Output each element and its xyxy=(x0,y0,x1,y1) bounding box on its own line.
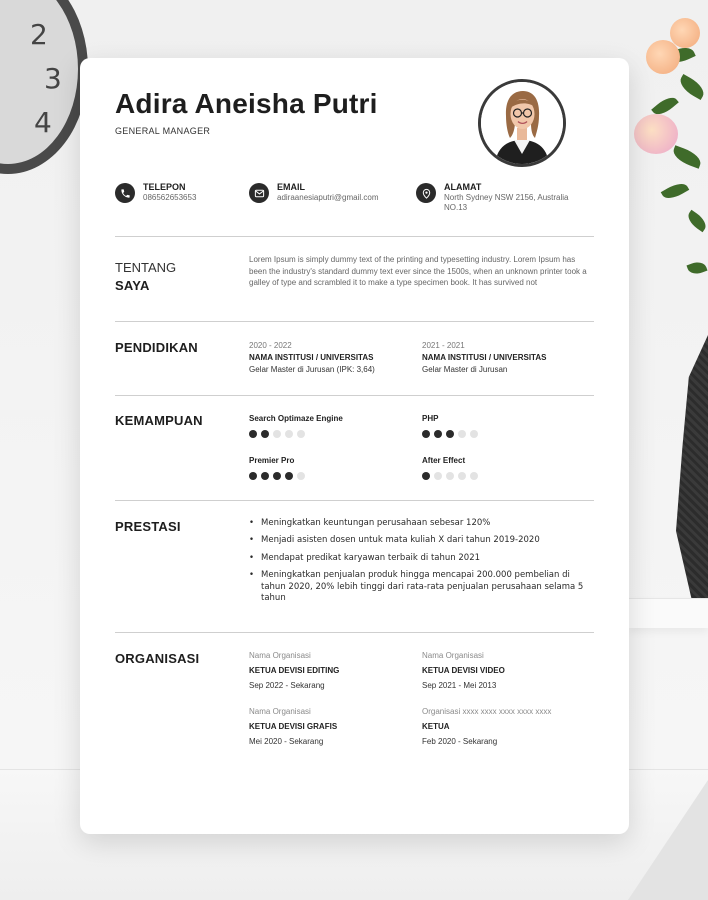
skills-title: KEMAMPUAN xyxy=(115,413,203,428)
phone-icon xyxy=(115,183,135,203)
organization-period: Sep 2022 - Sekarang xyxy=(249,681,325,690)
shelf xyxy=(628,598,708,628)
leaf xyxy=(671,145,704,168)
divider xyxy=(115,395,594,396)
clock-number: 2 xyxy=(30,18,48,51)
clock-number: 4 xyxy=(34,106,52,139)
rating-dot-empty xyxy=(273,430,281,438)
organization-item xyxy=(422,652,505,690)
achievement-text: Meningkatkan keuntungan perusahaan sebesar 120% xyxy=(261,518,491,528)
contact-label: EMAIL xyxy=(277,182,305,192)
skill-name: Premier Pro xyxy=(249,456,295,465)
skill-item xyxy=(249,414,343,438)
avatar-illustration xyxy=(481,82,563,164)
resume-name: Adira Aneisha Putri xyxy=(115,88,378,119)
organization-item xyxy=(422,708,551,746)
rating-dot-filled xyxy=(446,430,454,438)
rating-dot-empty xyxy=(458,472,466,480)
location-pin-icon xyxy=(416,183,436,203)
rating-dot-empty xyxy=(434,472,442,480)
achievements-list xyxy=(249,518,594,611)
achievement-text: Meningkatkan penjualan produk hingga mencapai 200.000 pembelian di tahun 2020, 20% lebih tinggi dari rata-rata penjualan perusahaan selama 5 tahun xyxy=(261,570,584,604)
contact-value: adiraanesiaputri@gmail.com xyxy=(277,193,379,202)
achievements-title: PRESTASI xyxy=(115,519,181,534)
leaf xyxy=(686,259,707,276)
organization-name: Nama Organisasi xyxy=(422,651,484,660)
flower xyxy=(646,40,680,74)
organizations-title: ORGANISASI xyxy=(115,651,200,666)
divider xyxy=(115,632,594,633)
skill-name: PHP xyxy=(422,414,439,423)
rating-dot-empty xyxy=(470,472,478,480)
organization-item xyxy=(249,652,339,690)
rating-dot-empty xyxy=(470,430,478,438)
contact-label: TELEPON xyxy=(143,182,186,192)
contact-email xyxy=(249,182,379,203)
skill-item xyxy=(422,456,478,480)
rating-dot-empty xyxy=(297,472,305,480)
education-years: 2020 - 2022 xyxy=(249,341,292,350)
organization-name: Organisasi xxxx xxxx xxxx xxxx xxxx xyxy=(422,707,552,716)
organization-position: KETUA DEVISI VIDEO xyxy=(422,666,505,675)
skill-name: After Effect xyxy=(422,456,466,465)
skill-item xyxy=(422,414,478,438)
leaf xyxy=(685,210,708,232)
bullet: • xyxy=(249,552,255,563)
bullet: • xyxy=(249,535,255,546)
vase xyxy=(676,335,708,615)
skill-rating xyxy=(422,472,478,480)
rating-dot-filled xyxy=(422,472,430,480)
education-item xyxy=(249,340,375,376)
rating-dot-filled xyxy=(249,472,257,480)
organization-period: Mei 2020 - Sekarang xyxy=(249,737,324,746)
flower xyxy=(634,114,678,154)
list-item xyxy=(249,553,594,564)
leaf xyxy=(676,74,707,100)
bullet: • xyxy=(249,518,255,528)
education-institution: NAMA INSTITUSI / UNIVERSITAS xyxy=(422,353,547,362)
organization-position: KETUA xyxy=(422,722,450,731)
contact-label: ALAMAT xyxy=(444,182,482,192)
contact-value: 086562653653 xyxy=(143,193,197,202)
divider xyxy=(115,321,594,322)
contact-phone xyxy=(115,182,196,203)
about-title-line1: TENTANG xyxy=(115,260,177,275)
education-title: PENDIDIKAN xyxy=(115,340,198,355)
rating-dot-empty xyxy=(458,430,466,438)
skill-item xyxy=(249,456,305,480)
organization-name: Nama Organisasi xyxy=(249,651,311,660)
education-institution: NAMA INSTITUSI / UNIVERSITAS xyxy=(249,353,374,362)
list-item xyxy=(249,518,594,529)
skill-rating xyxy=(422,430,478,438)
divider xyxy=(115,500,594,501)
organization-period: Feb 2020 - Sekarang xyxy=(422,737,498,746)
resume-role: GENERAL MANAGER xyxy=(115,126,211,136)
rating-dot-filled xyxy=(273,472,281,480)
wall-corner xyxy=(628,780,708,900)
rating-dot-empty xyxy=(446,472,454,480)
achievement-text: Mendapat predikat karyawan terbaik di tahun 2021 xyxy=(261,552,481,563)
achievement-text: Menjadi asisten dosen untuk mata kuliah X dari tahun 2019-2020 xyxy=(261,535,540,546)
contact-address xyxy=(416,182,584,214)
organization-position: KETUA DEVISI GRAFIS xyxy=(249,722,338,731)
skill-rating xyxy=(249,430,343,438)
list-item xyxy=(249,535,594,546)
leaf xyxy=(661,179,690,202)
contact-value: North Sydney NSW 2156, Australia NO.13 xyxy=(444,193,569,213)
rating-dot-empty xyxy=(297,430,305,438)
clock-number: 3 xyxy=(44,62,62,95)
education-degree: Gelar Master di Jurusan xyxy=(422,365,508,374)
rating-dot-filled xyxy=(249,430,257,438)
rating-dot-empty xyxy=(285,430,293,438)
about-title-line2: SAYA xyxy=(115,278,150,293)
education-item xyxy=(422,340,546,376)
rating-dot-filled xyxy=(261,430,269,438)
list-item xyxy=(249,570,594,604)
skill-name: Search Optimaze Engine xyxy=(249,414,343,423)
rating-dot-filled xyxy=(434,430,442,438)
rating-dot-filled xyxy=(285,472,293,480)
organization-period: Sep 2021 - Mei 2013 xyxy=(422,681,497,690)
organization-name: Nama Organisasi xyxy=(249,707,311,716)
education-years: 2021 - 2021 xyxy=(422,341,465,350)
rating-dot-filled xyxy=(261,472,269,480)
education-degree: Gelar Master di Jurusan (IPK: 3,64) xyxy=(249,365,375,374)
rating-dot-filled xyxy=(422,430,430,438)
organization-item xyxy=(249,708,337,746)
bullet: • xyxy=(249,570,255,581)
wall-clock xyxy=(0,0,88,174)
mail-icon xyxy=(249,183,269,203)
profile-photo xyxy=(478,79,566,167)
about-text: Lorem Ipsum is simply dummy text of the printing and typesetting industry. Lorem Ipsum has been the industry's standard dummy text ever since the 1500s, when an unknown printer took a galley of type and scrambled it to make a type specimen book. It has survived not xyxy=(249,255,587,288)
skill-rating xyxy=(249,472,305,480)
resume-card xyxy=(80,58,629,834)
organization-position: KETUA DEVISI EDITING xyxy=(249,666,340,675)
divider xyxy=(115,236,594,237)
